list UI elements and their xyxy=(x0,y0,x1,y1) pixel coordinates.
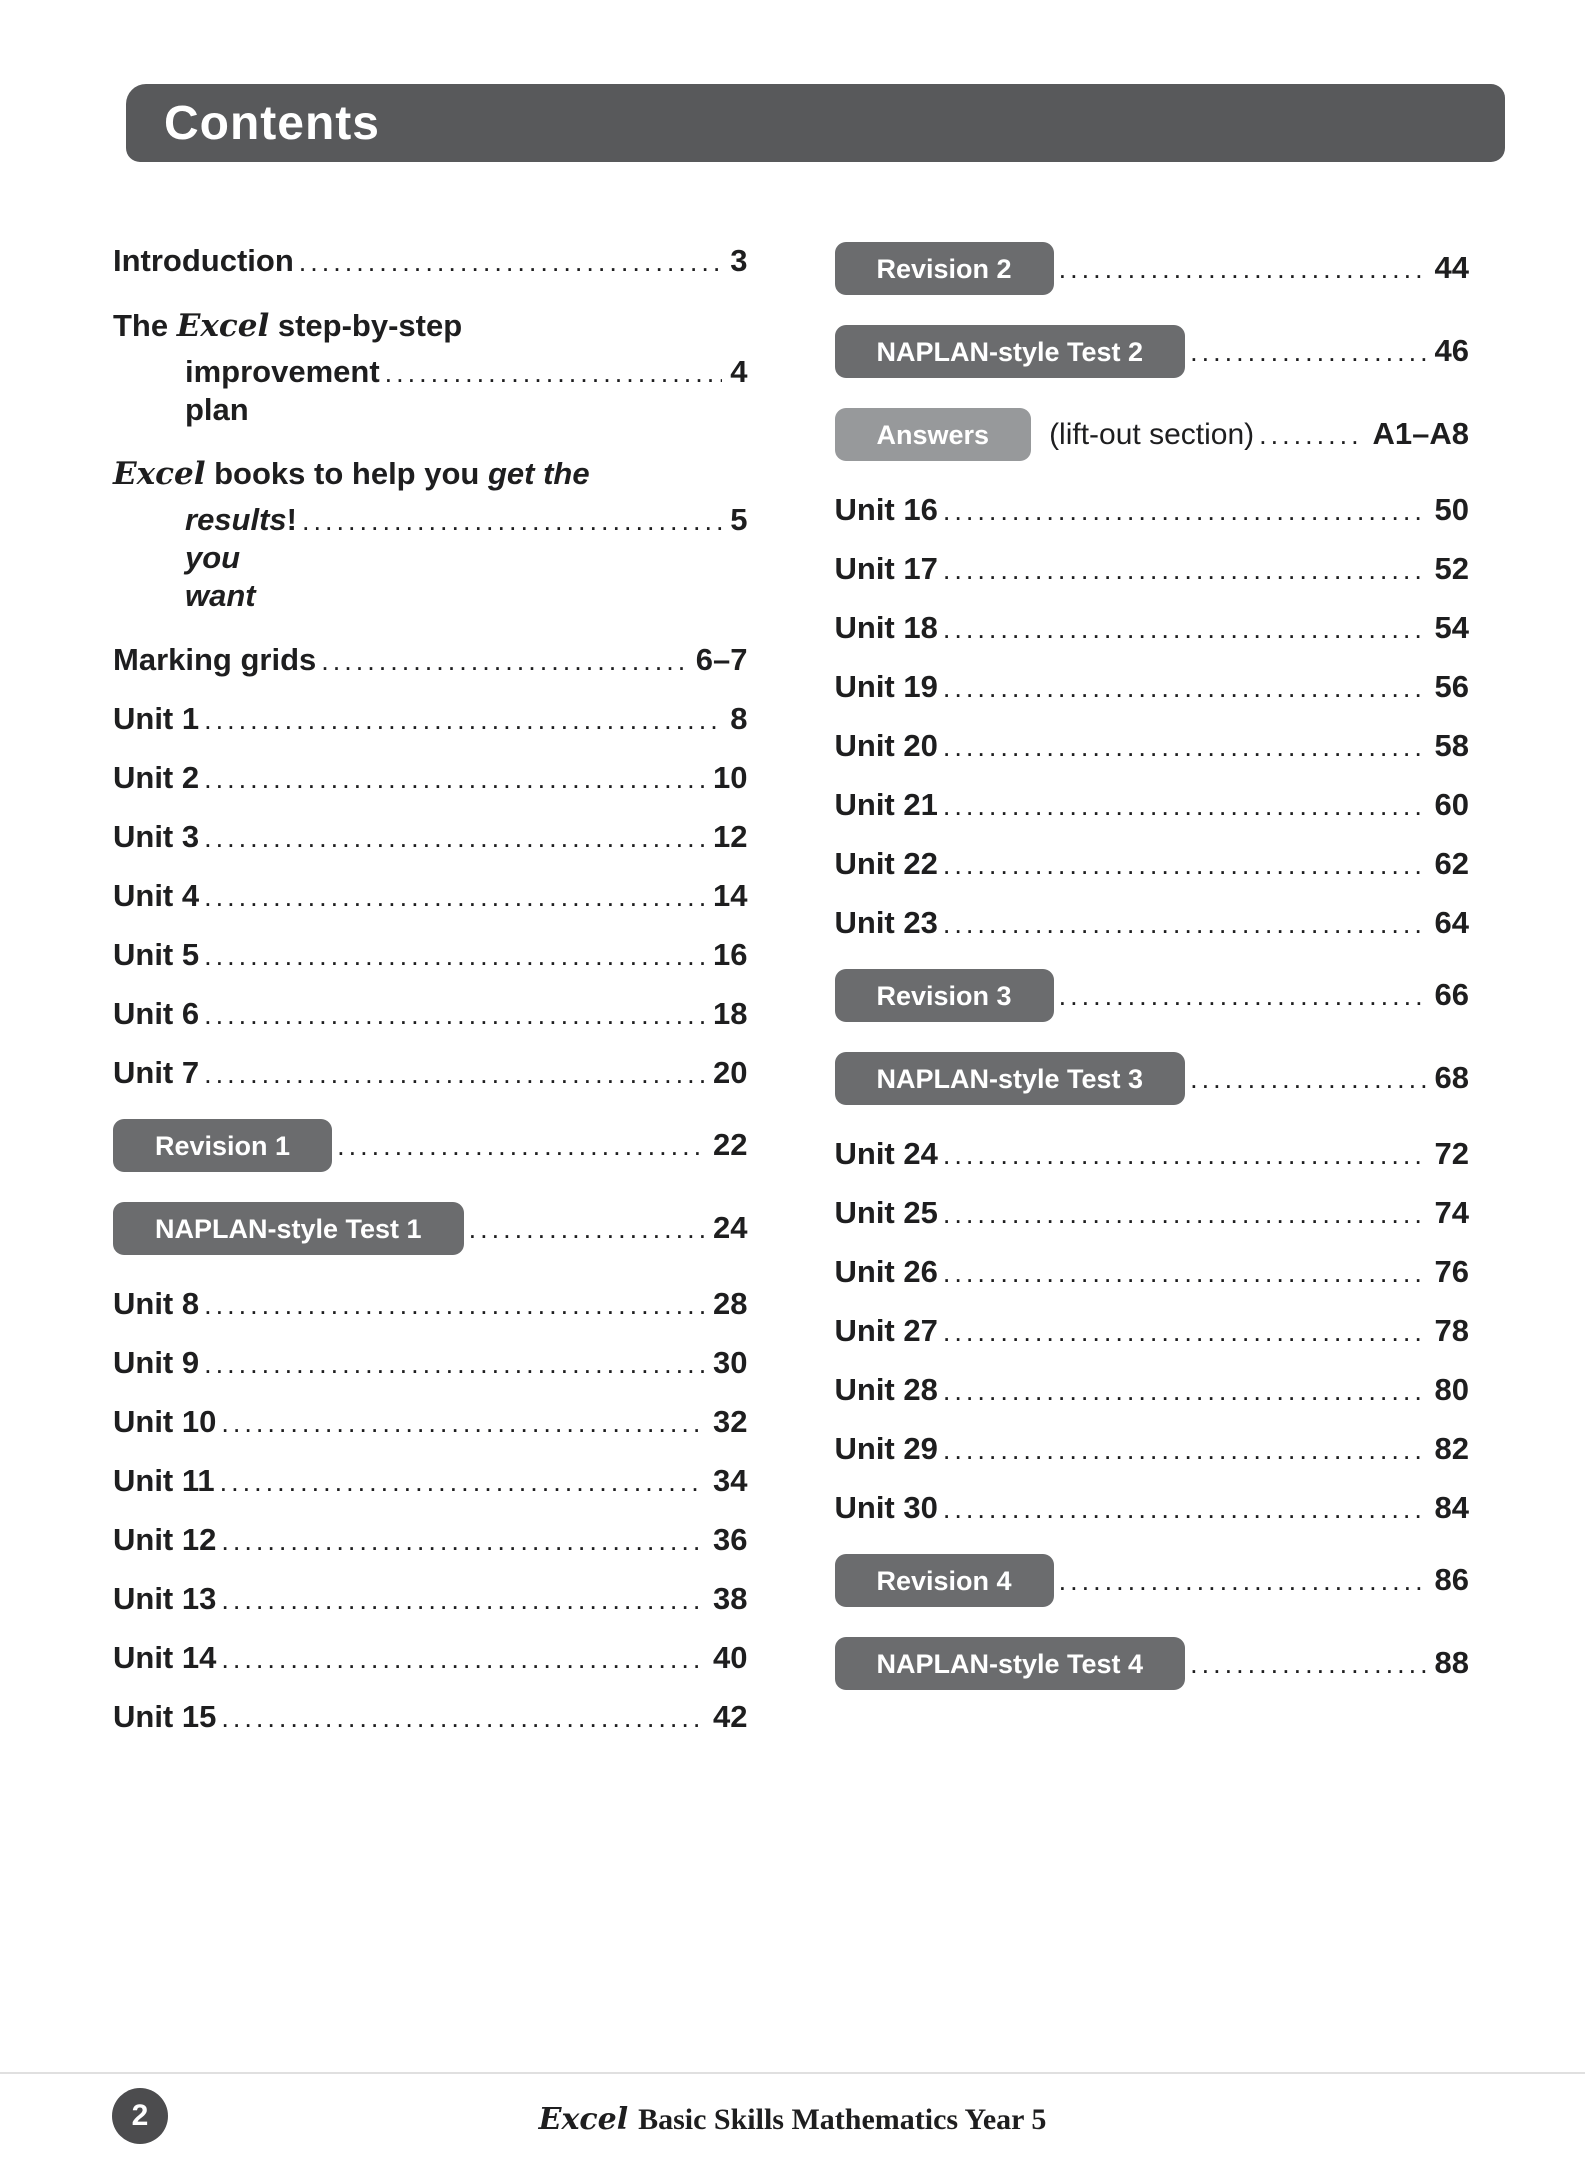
toc-columns xyxy=(113,242,1469,1757)
section-badge: Answers xyxy=(835,408,1032,461)
page-number: 64 xyxy=(1434,905,1469,940)
footer-title-text: Basic Skills Mathematics Year 5 xyxy=(638,2103,1047,2136)
dot-leader xyxy=(337,1127,705,1165)
dot-leader xyxy=(204,760,705,798)
page-number: 74 xyxy=(1434,1195,1469,1230)
dot-leader xyxy=(943,492,1427,530)
section-badge: Revision 4 xyxy=(835,1554,1054,1607)
dot-leader xyxy=(943,787,1427,825)
toc-entry-row xyxy=(835,1312,1470,1351)
page-number: 12 xyxy=(713,819,748,854)
footer-book-title xyxy=(539,2102,1047,2137)
entry-label: Unit 20 xyxy=(834,728,938,763)
toc-entry-row xyxy=(113,818,748,857)
page-number: 36 xyxy=(713,1522,748,1557)
text-part: step-by-step xyxy=(269,308,463,343)
page-number: 68 xyxy=(1434,1060,1469,1095)
text-part: improvement plan xyxy=(185,354,380,427)
entry-line-1 xyxy=(113,307,748,345)
dot-leader xyxy=(1190,1645,1426,1683)
page-number: 22 xyxy=(713,1127,748,1162)
toc-badge-row xyxy=(835,408,1470,461)
toc-badge-row xyxy=(113,1119,748,1172)
toc-entry-row xyxy=(835,1194,1470,1233)
page-number: 10 xyxy=(713,760,748,795)
page-number: 40 xyxy=(713,1640,748,1675)
dot-leader xyxy=(1259,416,1364,454)
page-number: 72 xyxy=(1434,1136,1469,1171)
entry-label: Unit 5 xyxy=(113,937,200,972)
entry-label: Unit 11 xyxy=(113,1463,215,1498)
entry-label: Unit 1 xyxy=(113,701,200,736)
dot-leader xyxy=(204,1055,705,1093)
toc-entry-row xyxy=(835,1489,1470,1528)
page-number: 24 xyxy=(713,1210,748,1245)
text-part: The xyxy=(113,308,177,343)
badge-note: (lift-out section) xyxy=(1049,418,1255,451)
entry-line-1 xyxy=(113,455,748,493)
dot-leader xyxy=(221,1404,705,1442)
dot-leader xyxy=(204,937,705,975)
toc-entry-row xyxy=(835,1253,1470,1292)
page-number: 6–7 xyxy=(695,642,748,677)
toc-badge-row xyxy=(835,1052,1470,1105)
toc-badge-row xyxy=(835,1554,1470,1607)
dot-leader xyxy=(302,502,722,540)
toc-entry-row xyxy=(113,455,748,615)
entry-label: Unit 16 xyxy=(834,492,938,527)
entry-label: Unit 2 xyxy=(113,760,200,795)
text-part: Excel xyxy=(176,308,270,344)
text-part: ! xyxy=(286,502,297,537)
entry-label: Unit 30 xyxy=(834,1490,938,1525)
page-number: 28 xyxy=(713,1286,748,1321)
page-number: 54 xyxy=(1434,610,1469,645)
page-number: 20 xyxy=(713,1055,748,1090)
entry-line-2 xyxy=(113,353,748,429)
page-number: 14 xyxy=(713,878,748,913)
page-number: 38 xyxy=(713,1581,748,1616)
entry-label: Unit 28 xyxy=(834,1372,938,1407)
dot-leader xyxy=(943,1372,1427,1410)
page-number: 30 xyxy=(713,1345,748,1380)
page-number: 84 xyxy=(1434,1490,1469,1525)
dot-leader xyxy=(220,1463,705,1501)
entry-label: Unit 6 xyxy=(113,996,200,1031)
toc-entry-row xyxy=(835,845,1470,884)
dot-leader xyxy=(943,551,1427,589)
toc-entry-row xyxy=(113,1639,748,1678)
toc-column-left xyxy=(113,242,748,1757)
toc-column-right xyxy=(835,242,1470,1757)
toc-entry-row xyxy=(113,307,748,429)
entry-label: Introduction xyxy=(113,243,294,278)
toc-entry-row xyxy=(113,700,748,739)
entry-label: Marking grids xyxy=(113,642,317,677)
toc-entry-row xyxy=(835,550,1470,589)
page-number: 50 xyxy=(1434,492,1469,527)
toc-entry-row xyxy=(113,1521,748,1560)
dot-leader xyxy=(221,1581,705,1619)
toc-entry-row xyxy=(113,1698,748,1737)
entry-label: Unit 12 xyxy=(113,1522,217,1557)
toc-badge-row xyxy=(835,325,1470,378)
dot-leader xyxy=(204,878,705,916)
dot-leader xyxy=(943,1195,1427,1233)
page-number: 34 xyxy=(713,1463,748,1498)
entry-label: Unit 4 xyxy=(113,878,200,913)
toc-entry-row xyxy=(835,904,1470,943)
entry-label: Unit 18 xyxy=(834,610,938,645)
dot-leader xyxy=(204,701,722,739)
page-number: A1–A8 xyxy=(1372,416,1469,451)
entry-label: Unit 13 xyxy=(113,1581,217,1616)
page-number: 16 xyxy=(713,937,748,972)
page-number: 82 xyxy=(1434,1431,1469,1466)
dot-leader xyxy=(204,1345,705,1383)
page-number: 8 xyxy=(730,701,748,736)
toc-entry-row xyxy=(113,936,748,975)
toc-entry-row xyxy=(835,609,1470,648)
entry-label: Unit 19 xyxy=(834,669,938,704)
entry-label: Unit 7 xyxy=(113,1055,200,1090)
footer-page-number-badge xyxy=(112,2088,168,2144)
dot-leader xyxy=(1059,977,1427,1015)
text-part: books to help you xyxy=(205,456,488,491)
dot-leader xyxy=(943,728,1427,766)
dot-leader xyxy=(1190,333,1426,371)
toc-entry-row xyxy=(113,1344,748,1383)
dot-leader xyxy=(943,1254,1427,1292)
toc-entry-row xyxy=(835,1430,1470,1469)
entry-label: Unit 21 xyxy=(834,787,938,822)
dot-leader xyxy=(1190,1060,1426,1098)
footer-page-number: 2 xyxy=(131,2099,149,2132)
dot-leader xyxy=(1059,250,1427,288)
toc-entry-row xyxy=(113,1580,748,1619)
text-part: get the xyxy=(487,456,590,491)
page-number: 80 xyxy=(1434,1372,1469,1407)
page-number: 88 xyxy=(1434,1645,1469,1680)
entry-label: Unit 17 xyxy=(834,551,938,586)
dot-leader xyxy=(469,1210,705,1248)
section-badge: NAPLAN-style Test 4 xyxy=(835,1637,1186,1690)
entry-label: Unit 23 xyxy=(834,905,938,940)
toc-entry-row xyxy=(835,668,1470,707)
page-number: 66 xyxy=(1434,977,1469,1012)
dot-leader xyxy=(221,1699,705,1737)
entry-label: Unit 27 xyxy=(834,1313,938,1348)
dot-leader xyxy=(943,1431,1427,1469)
entry-label: Unit 8 xyxy=(113,1286,200,1321)
dot-leader xyxy=(943,905,1427,943)
entry-label: Unit 15 xyxy=(113,1699,217,1734)
page-number: 5 xyxy=(730,502,748,537)
page-number: 52 xyxy=(1434,551,1469,586)
page-footer xyxy=(0,2072,1585,2174)
dot-leader xyxy=(385,354,723,392)
page-number: 3 xyxy=(730,243,748,278)
toc-entry-row xyxy=(113,1462,748,1501)
entry-label: Unit 24 xyxy=(834,1136,938,1171)
entry-label: Unit 29 xyxy=(834,1431,938,1466)
dot-leader xyxy=(943,1136,1427,1174)
toc-entry-row xyxy=(835,1371,1470,1410)
page-number: 60 xyxy=(1434,787,1469,822)
toc-entry-row xyxy=(835,786,1470,825)
toc-entry-row xyxy=(113,759,748,798)
text-part: results you want xyxy=(185,502,287,613)
dot-leader xyxy=(321,642,688,680)
page-number: 18 xyxy=(713,996,748,1031)
entry-label: Unit 22 xyxy=(834,846,938,881)
dot-leader xyxy=(1059,1562,1427,1600)
toc-entry-row xyxy=(113,995,748,1034)
dot-leader xyxy=(221,1522,705,1560)
page-number: 42 xyxy=(713,1699,748,1734)
page-number: 78 xyxy=(1434,1313,1469,1348)
page-number: 86 xyxy=(1434,1562,1469,1597)
section-badge: Revision 1 xyxy=(113,1119,332,1172)
section-badge: Revision 2 xyxy=(835,242,1054,295)
entry-label: Unit 3 xyxy=(113,819,200,854)
entry-line-2 xyxy=(113,501,748,615)
toc-entry-row xyxy=(835,491,1470,530)
entry-label: Unit 26 xyxy=(834,1254,938,1289)
toc-entry-row xyxy=(835,1135,1470,1174)
section-badge: NAPLAN-style Test 2 xyxy=(835,325,1186,378)
page-number: 62 xyxy=(1434,846,1469,881)
entry-label: Unit 10 xyxy=(113,1404,217,1439)
toc-badge-row xyxy=(113,1202,748,1255)
section-badge: NAPLAN-style Test 1 xyxy=(113,1202,464,1255)
dot-leader xyxy=(204,819,705,857)
page-number: 44 xyxy=(1434,250,1469,285)
toc-entry-row xyxy=(113,1285,748,1324)
dot-leader xyxy=(943,1313,1427,1351)
dot-leader xyxy=(943,669,1427,707)
dot-leader xyxy=(943,610,1427,648)
dot-leader xyxy=(204,1286,705,1324)
toc-entry-row xyxy=(113,242,748,281)
section-badge: NAPLAN-style Test 3 xyxy=(835,1052,1186,1105)
page-number: 32 xyxy=(713,1404,748,1439)
dot-leader xyxy=(221,1640,705,1678)
contents-banner xyxy=(126,84,1505,162)
page-number: 58 xyxy=(1434,728,1469,763)
toc-entry-row xyxy=(835,727,1470,766)
entry-label: Unit 25 xyxy=(834,1195,938,1230)
section-badge: Revision 3 xyxy=(835,969,1054,1022)
dot-leader xyxy=(299,243,722,281)
page-number: 4 xyxy=(730,354,748,389)
toc-entry-row xyxy=(113,641,748,680)
footer-title-logo: Excel xyxy=(538,2102,629,2137)
dot-leader xyxy=(204,996,705,1034)
dot-leader xyxy=(943,846,1427,884)
toc-entry-row xyxy=(113,1403,748,1442)
toc-badge-row xyxy=(835,1637,1470,1690)
toc-badge-row xyxy=(835,969,1470,1022)
page-number: 56 xyxy=(1434,669,1469,704)
toc-entry-row xyxy=(113,1054,748,1093)
toc-badge-row xyxy=(835,242,1470,295)
page-title: Contents xyxy=(164,96,380,150)
entry-label: Unit 14 xyxy=(113,1640,217,1675)
text-part: Excel xyxy=(113,456,206,492)
page-number: 76 xyxy=(1434,1254,1469,1289)
dot-leader xyxy=(943,1490,1427,1528)
page-number: 46 xyxy=(1434,333,1469,368)
entry-label: Unit 9 xyxy=(113,1345,200,1380)
toc-entry-row xyxy=(113,877,748,916)
footer-inner xyxy=(0,2074,1585,2174)
